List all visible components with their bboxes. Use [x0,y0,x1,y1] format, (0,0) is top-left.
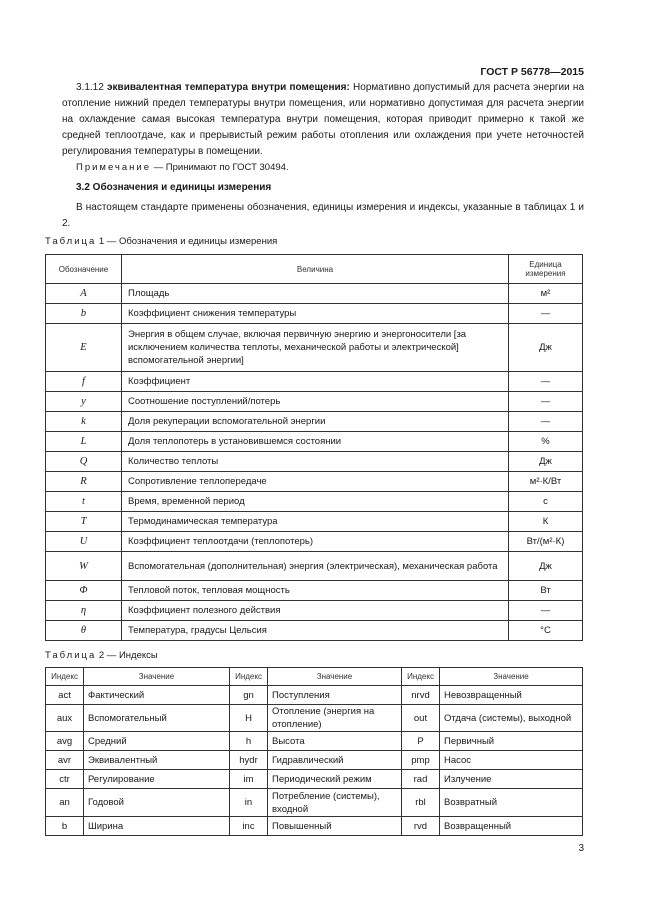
clause-text: Нормативно допустимый для расчета энергии на отопление нижний предел температуры внутри помещения, или нормативно допустимая для расчета энергии на охлаждение самая высокая температура внутри помещения, которая приводит примерно к такой же средней теплоотдаче, как и прерывистый режим работы отопления или охлаждения при учете неточностей регулирования температуры в помещении. [62,82,585,157]
meaning-cell: Повышенный [268,817,402,836]
meaning-cell: Возвращенный [440,817,583,836]
quantity-cell: Количество теплоты [122,452,509,472]
symbol-cell: θ [46,621,122,641]
unit-cell: К [509,512,583,532]
clause-number: 3.1.12 [76,82,104,93]
meaning-cell: Годовой [84,789,230,817]
symbol-cell: Q [46,452,122,472]
quantity-cell: Тепловой поток, тепловая мощность [122,581,509,601]
index-cell: im [230,770,268,789]
index-cell: out [402,705,440,732]
meaning-cell: Вспомогательный [84,705,230,732]
table2-header-meaning: Значение [268,668,402,686]
quantity-cell: Коэффициент полезного действия [122,601,509,621]
unit-cell: с [509,492,583,512]
table1-row [46,581,583,601]
unit-cell: — [509,372,583,392]
quantity-cell: Доля теплопотерь в установившемся состоянии [122,432,509,452]
table1-caption [45,236,277,247]
table2-header-index: Индекс [46,668,84,686]
quantity-cell: Доля рекуперации вспомогательной энергии [122,412,509,432]
table1-header-symbol: Обозначение [46,255,122,284]
symbols-table [45,254,583,641]
meaning-cell: Отопление (энергия на отопление) [268,705,402,732]
indices-table [45,667,583,836]
quantity-cell: Коэффициент снижения температуры [122,304,509,324]
unit-cell: Дж [509,452,583,472]
note [76,162,289,173]
table2-header-meaning: Значение [440,668,583,686]
table2-header-meaning: Значение [84,668,230,686]
table1-row [46,432,583,452]
table1-row [46,284,583,304]
table2-row [46,789,583,817]
table1-row [46,452,583,472]
symbol-cell: y [46,392,122,412]
meaning-cell: Первичный [440,732,583,751]
unit-cell: м²·К/Вт [509,472,583,492]
unit-cell: — [509,601,583,621]
index-cell: ctr [46,770,84,789]
index-cell: b [46,817,84,836]
table2-row [46,732,583,751]
table2-row [46,751,583,770]
meaning-cell: Регулирование [84,770,230,789]
meaning-cell: Средний [84,732,230,751]
table1-row [46,324,583,372]
quantity-cell: Энергия в общем случае, включая первичную энергию и энергоносители [за исключением количества теплоты, механической работы и электрической] вспомогательной энергии] [122,324,509,372]
index-cell: H [230,705,268,732]
table2-row [46,705,583,732]
note-label: Примечание [76,162,151,173]
unit-cell: м² [509,284,583,304]
symbol-cell: R [46,472,122,492]
symbol-cell: k [46,412,122,432]
symbol-cell: T [46,512,122,532]
meaning-cell: Периодический режим [268,770,402,789]
unit-cell: Вт/(м²·К) [509,532,583,552]
table1-caption-text: 1 — Обозначения и единицы измерения [96,236,278,247]
table1-row [46,492,583,512]
index-cell: act [46,686,84,705]
index-cell: in [230,789,268,817]
index-cell: h [230,732,268,751]
quantity-cell: Коэффициент теплоотдачи (теплопотерь) [122,532,509,552]
section-title: 3.2 Обозначения и единицы измерения [76,182,272,193]
meaning-cell: Фактический [84,686,230,705]
quantity-cell: Сопротивление теплопередаче [122,472,509,492]
note-text: — Принимают по ГОСТ 30494. [151,162,289,173]
table2-row [46,817,583,836]
table2-caption-text: 2 — Индексы [96,650,158,661]
symbol-cell: E [46,324,122,372]
quantity-cell: Коэффициент [122,372,509,392]
meaning-cell: Потребление (системы), входной [268,789,402,817]
table2-row [46,686,583,705]
table1-header-unit: Единица измерения [509,255,583,284]
meaning-cell: Насос [440,751,583,770]
quantity-cell: Время, временной период [122,492,509,512]
meaning-cell: Излучение [440,770,583,789]
symbol-cell: U [46,532,122,552]
index-cell: avg [46,732,84,751]
index-cell: aux [46,705,84,732]
unit-cell: — [509,304,583,324]
table1-row [46,392,583,412]
table1-row [46,621,583,641]
meaning-cell: Отдача (системы), выходной [440,705,583,732]
unit-cell: Дж [509,552,583,581]
quantity-cell: Температура, градусы Цельсия [122,621,509,641]
table2-header-index: Индекс [402,668,440,686]
table1-label: Таблица [45,236,97,247]
index-cell: rvd [402,817,440,836]
unit-cell: Вт [509,581,583,601]
clause-term: эквивалентная температура внутри помещения: [107,82,350,93]
section-text: В настоящем стандарте применены обозначения, единицы измерения и индексы, указанные в таблицах 1 и 2. [62,202,584,229]
symbol-cell: η [46,601,122,621]
unit-cell: Дж [509,324,583,372]
clause-3-1-12 [62,80,584,160]
page-number: 3 [578,843,584,854]
meaning-cell: Эквивалентный [84,751,230,770]
symbol-cell: Φ [46,581,122,601]
meaning-cell: Возвратный [440,789,583,817]
index-cell: rbl [402,789,440,817]
table1-row [46,601,583,621]
unit-cell: — [509,412,583,432]
meaning-cell: Поступления [268,686,402,705]
index-cell: nrvd [402,686,440,705]
table1-row [46,532,583,552]
table2-row [46,770,583,789]
meaning-cell: Высота [268,732,402,751]
quantity-cell: Вспомогательная (дополнительная) энергия (электрическая), механическая работа [122,552,509,581]
symbol-cell: A [46,284,122,304]
table2-header-index: Индекс [230,668,268,686]
index-cell: rad [402,770,440,789]
table2-caption [45,650,158,661]
table1-row [46,512,583,532]
symbol-cell: W [46,552,122,581]
unit-cell: — [509,392,583,412]
table1-row [46,412,583,432]
index-cell: inc [230,817,268,836]
quantity-cell: Площадь [122,284,509,304]
index-cell: hydr [230,751,268,770]
unit-cell: % [509,432,583,452]
table1-row [46,372,583,392]
symbol-cell: f [46,372,122,392]
meaning-cell: Гидравлический [268,751,402,770]
meaning-cell: Невозвращенный [440,686,583,705]
index-cell: an [46,789,84,817]
table2-label: Таблица [45,650,97,661]
quantity-cell: Соотношение поступлений/потерь [122,392,509,412]
symbol-cell: t [46,492,122,512]
index-cell: avr [46,751,84,770]
table1-header-quantity: Величина [122,255,509,284]
quantity-cell: Термодинамическая температура [122,512,509,532]
table1-row [46,552,583,581]
index-cell: P [402,732,440,751]
symbol-cell: b [46,304,122,324]
table1-row [46,472,583,492]
unit-cell: °С [509,621,583,641]
meaning-cell: Ширина [84,817,230,836]
symbol-cell: L [46,432,122,452]
index-cell: gn [230,686,268,705]
index-cell: pmp [402,751,440,770]
table1-row [46,304,583,324]
document-header: ГОСТ Р 56778—2015 [480,66,584,78]
